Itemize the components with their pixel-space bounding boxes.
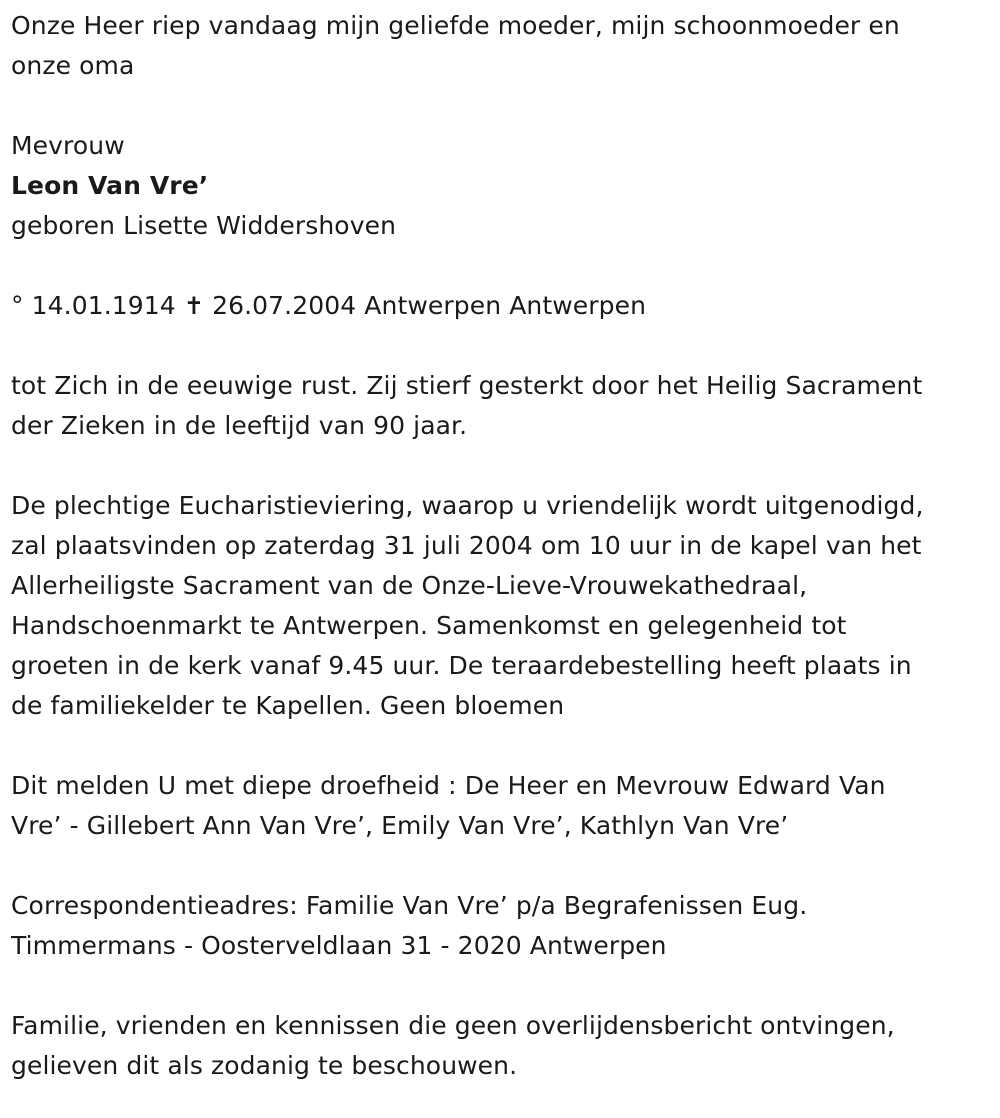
family-paragraph — [11, 766, 990, 846]
places: Antwerpen Antwerpen — [364, 291, 647, 320]
dates-line — [11, 286, 990, 326]
spacer — [11, 726, 990, 766]
intro-paragraph — [11, 6, 990, 86]
birth-date: 14.01.1914 — [31, 291, 176, 320]
spacer — [11, 846, 990, 886]
rest-line-1: tot Zich in de eeuwige rust. Zij stierf gesterkt door het Heilig Sacrament — [11, 371, 923, 400]
service-line-1: De plechtige Eucharistieviering, waarop u vriendelijk wordt uitgenodigd, — [11, 491, 924, 520]
address-line-1: Correspondentieadres: Familie Van Vre’ p/a Begrafenissen Eug. — [11, 891, 808, 920]
death-date: 26.07.2004 — [212, 291, 357, 320]
cross-icon: ✝ — [183, 292, 205, 320]
service-line-5: groeten in de kerk vanaf 9.45 uur. De teraardebestelling heeft plaats in — [11, 651, 912, 680]
rest-paragraph — [11, 366, 990, 446]
intro-line-2: onze oma — [11, 51, 135, 80]
service-paragraph — [11, 486, 990, 726]
family-line-2: Vre’ - Gillebert Ann Van Vre’, Emily Van Vre’, Kathlyn Van Vre’ — [11, 811, 789, 840]
service-line-2: zal plaatsvinden op zaterdag 31 juli 2004 om 10 uur in de kapel van het — [11, 531, 922, 560]
closing-line-1: Familie, vrienden en kennissen die geen overlijdensbericht ontvingen, — [11, 1011, 895, 1040]
maiden-name: geboren Lisette Widdershoven — [11, 211, 397, 240]
family-line-1: Dit melden U met diepe droefheid : De Heer en Mevrouw Edward Van — [11, 771, 886, 800]
spacer — [11, 446, 990, 486]
address-line-2: Timmermans - Oosterveldlaan 31 - 2020 Antwerpen — [11, 931, 667, 960]
spacer — [11, 326, 990, 366]
service-line-4: Handschoenmarkt te Antwerpen. Samenkomst en gelegenheid tot — [11, 611, 847, 640]
intro-line-1: Onze Heer riep vandaag mijn geliefde moeder, mijn schoonmoeder en — [11, 11, 900, 40]
service-line-3: Allerheiligste Sacrament van de Onze-Lieve-Vrouwekathedraal, — [11, 571, 808, 600]
birth-mark: ° — [11, 291, 24, 320]
spacer — [11, 86, 990, 126]
service-line-6: de familiekelder te Kapellen. Geen bloemen — [11, 691, 565, 720]
address-paragraph — [11, 886, 990, 966]
deceased-name: Leon Van Vre’ — [11, 171, 209, 200]
rest-line-2: der Zieken in de leeftijd van 90 jaar. — [11, 411, 468, 440]
closing-line-2: gelieven dit als zodanig te beschouwen. — [11, 1051, 518, 1080]
spacer — [11, 246, 990, 286]
closing-paragraph — [11, 1006, 990, 1086]
honorific: Mevrouw — [11, 131, 125, 160]
spacer — [11, 966, 990, 1006]
